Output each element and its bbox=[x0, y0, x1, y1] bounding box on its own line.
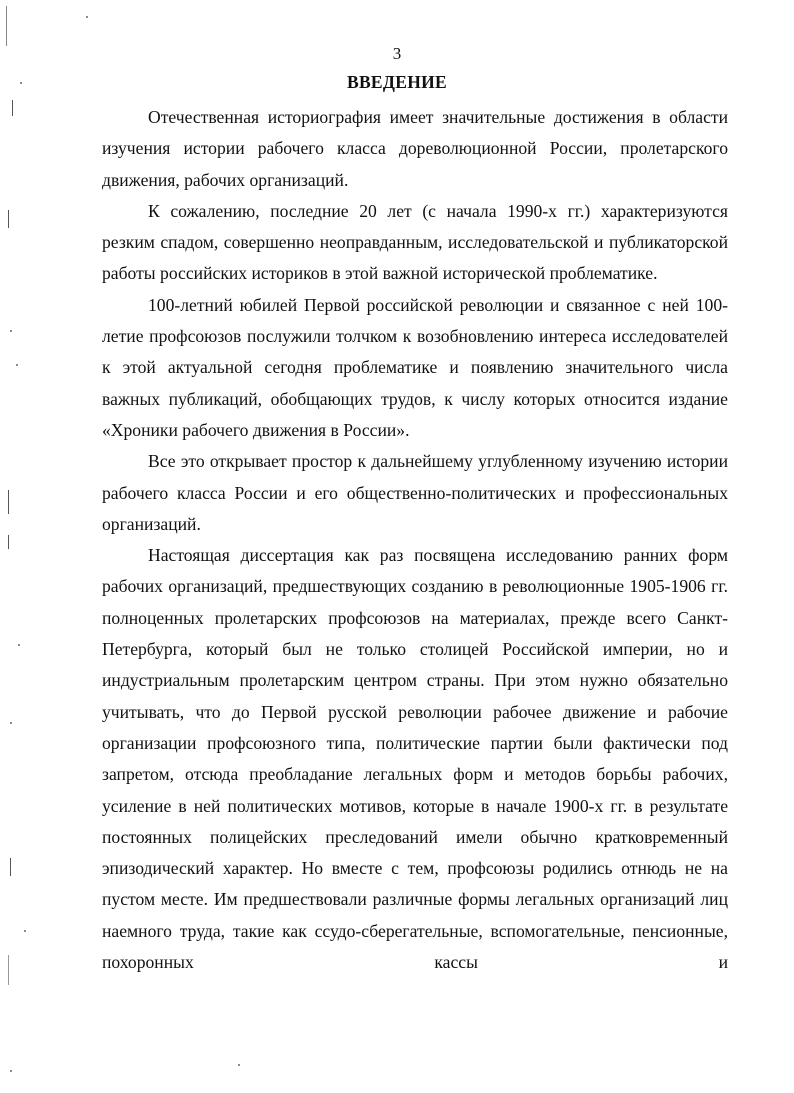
document-body bbox=[102, 102, 728, 978]
page-heading: ВВЕДЕНИЕ bbox=[346, 72, 448, 92]
scan-artifact bbox=[24, 930, 26, 932]
scan-artifact bbox=[8, 535, 9, 549]
paragraph-1: Отечественная историография имеет значительные достижения в области изучения истории рабочего класса дореволюционной России, пролетарского движения, рабочих организаций. bbox=[102, 107, 728, 190]
scan-artifact bbox=[10, 858, 11, 876]
scan-artifact bbox=[8, 210, 9, 228]
scan-artifact bbox=[12, 100, 13, 116]
scan-artifact bbox=[8, 490, 9, 514]
scan-artifact bbox=[18, 644, 20, 646]
paragraph-3: 100-летний юбилей Первой российской революции и связанное с ней 100-летие профсоюзов послужили толчком к возобновлению интереса исследователей к этой актуальной сегодня проблематике и появлению значительного числа важных публикаций, обобщающих трудов, к числу которых относится издание «Хроники рабочего движения в России». bbox=[102, 294, 728, 440]
scan-artifact bbox=[8, 955, 9, 985]
page-number: 3 bbox=[392, 44, 402, 63]
scan-artifact bbox=[10, 330, 12, 332]
paragraph-2: К сожалению, последние 20 лет (с начала 1990-х гг.) характеризуются резким спадом, совершенно неоправданным, исследовательской и публикаторской работы российских историков в этой важной исторической проблематике. bbox=[102, 200, 728, 284]
scan-artifact bbox=[238, 1064, 240, 1066]
scan-artifact bbox=[10, 1070, 12, 1072]
scan-artifact bbox=[20, 82, 22, 84]
scan-artifact bbox=[86, 16, 88, 18]
scan-artifact bbox=[16, 364, 18, 366]
paragraph-4: Все это открывает простор к дальнейшему углубленному изучению истории рабочего класса России и его общественно-политических и профессиональных организаций. bbox=[102, 451, 728, 534]
scan-artifact bbox=[6, 6, 7, 46]
paragraph-5: Настоящая диссертация как раз посвящена исследованию ранних форм рабочих организаций, предшествующих созданию в революционные 1905-1906 гг. полноценных пролетарских профсоюзов на материалах, прежде всего Санкт-Петербурга, который был не только столицей Российской империи, но и индустриальным пролетарским центром страны. При этом нужно обязательно учитывать, что до Первой русской революции рабочее движение и рабочие организации профсоюзного типа, политические партии были фактически под запретом, отсюда преобладание легальных форм и методов борьбы рабочих, усиление в ней политических мотивов, которые в начале 1900-х гг. в результате постоянных полицейских преследований имели обычно кратковременный эпизодический характер. Но вместе с тем, профсоюзы родились отнюдь не на пустом месте. Им предшествовали различные формы легальных организаций лиц наемного труда, такие как ссудо-сберегательные, вспомогательные, пенсионные, похоронных кассы и bbox=[102, 545, 728, 973]
scan-artifact bbox=[10, 722, 12, 724]
